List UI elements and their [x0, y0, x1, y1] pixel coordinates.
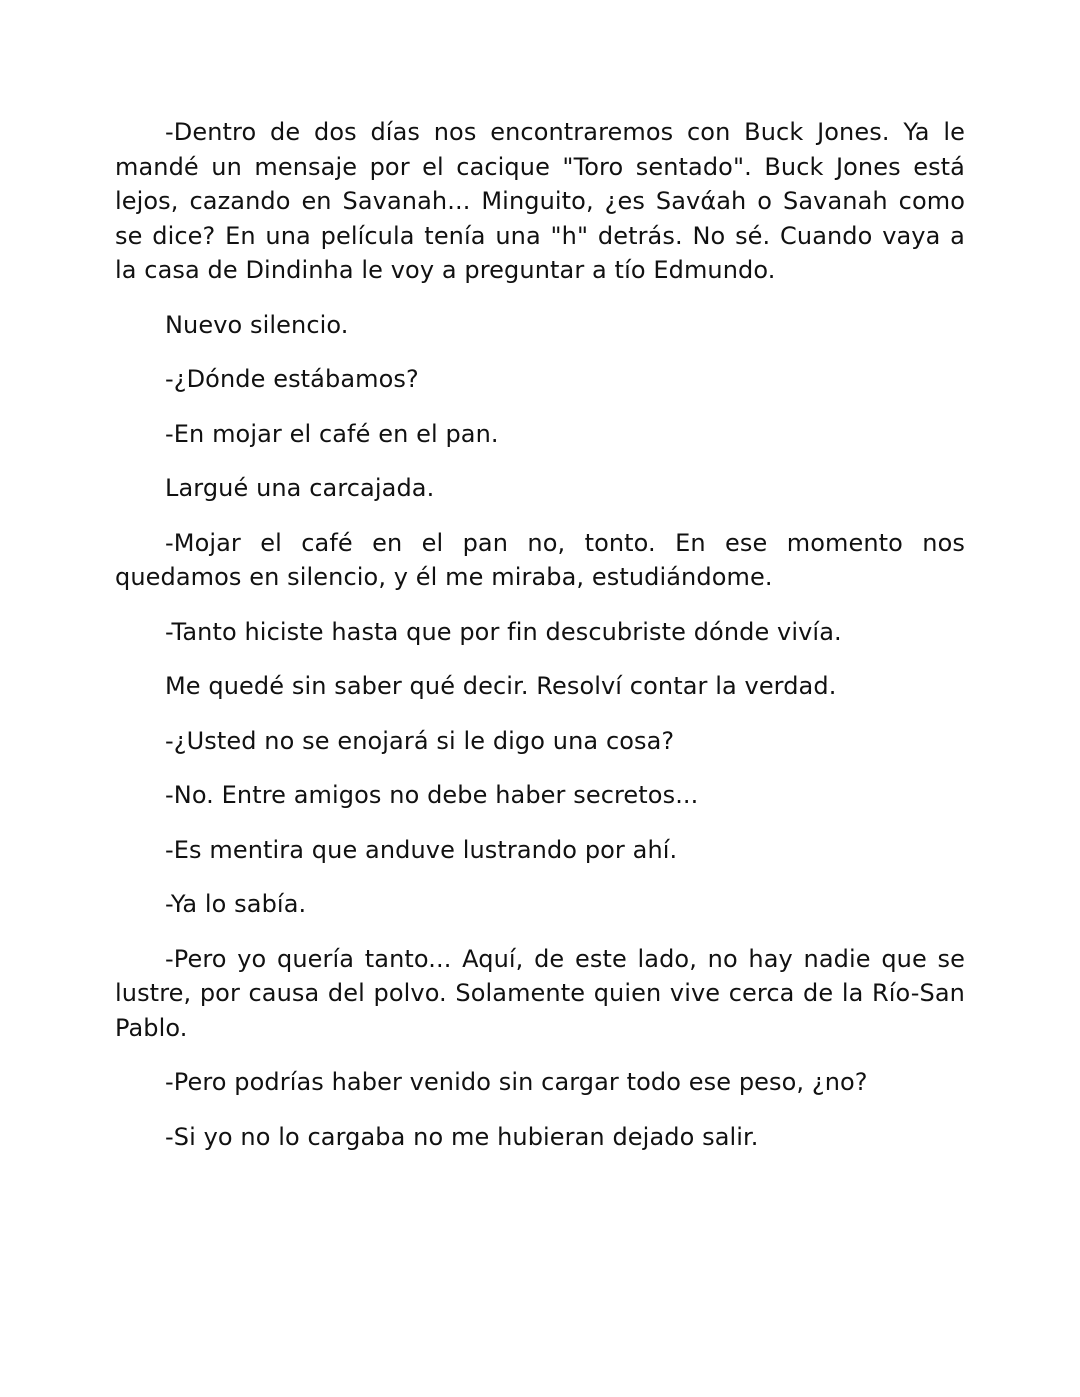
paragraph-7: -Tanto hiciste hasta que por fin descubriste dónde vivía. [165, 617, 842, 646]
paragraph-15: -Si yo no lo cargaba no me hubieran dejado salir. [165, 1122, 759, 1151]
paragraph-11: -Es mentira que anduve lustrando por ahí. [165, 835, 678, 864]
document-page [115, 115, 965, 1174]
paragraph-10: -No. Entre amigos no debe haber secretos... [165, 781, 699, 809]
paragraph-5: Largué una carcajada. [165, 474, 435, 502]
paragraph-2: Nuevo silencio. [165, 310, 349, 339]
paragraph-12: -Ya lo sabía. [165, 890, 307, 918]
paragraph-3: -¿Dónde estábamos? [165, 365, 419, 393]
paragraph-6: -Mojar el café en el pan no, tonto. En ese momento nos quedamos en silencio, y él me miraba, estudiándome. [115, 528, 965, 591]
paragraph-14: -Pero podrías haber venido sin cargar todo ese peso, ¿no? [165, 1068, 868, 1096]
paragraph-13: -Pero yo quería tanto... Aquí, de este lado, no hay nadie que se lustre, por causa del polvo. Solamente quien vive cerca de la Río-San Pablo. [115, 944, 965, 1042]
paragraph-9: -¿Usted no se enojará si le digo una cosa? [165, 726, 675, 755]
paragraph-8: Me quedé sin saber qué decir. Resolví contar la verdad. [165, 672, 837, 700]
paragraph-1: -Dentro de dos días nos encontraremos con Buck Jones. Ya le mandé un mensaje por el cacique "Toro sentado". Buck Jones está lejos, cazando en Savanah... Minguito, ¿es Savάah o Savanah como se dice? En una película tenía una "h" detrás. No sé. Cuando vaya a la casa de Dindinha le voy a preguntar a tío Edmundo. [115, 118, 965, 284]
paragraph-4: -En mojar el café en el pan. [165, 419, 499, 448]
